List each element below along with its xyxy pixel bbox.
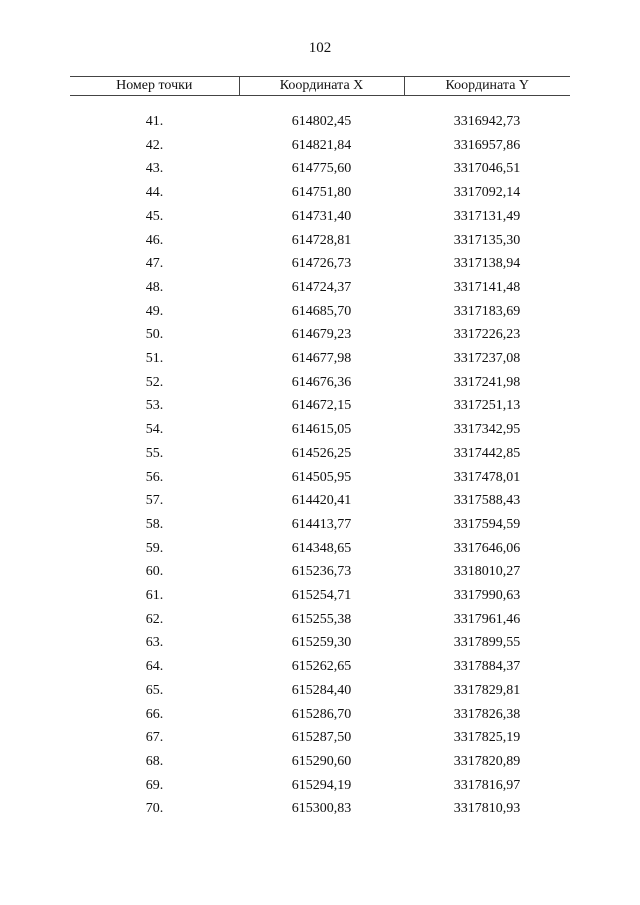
point-number-cell: 64. bbox=[145, 659, 164, 675]
point-number-cell: 68. bbox=[145, 753, 164, 769]
coordinate-y-cell: 3317884,37 bbox=[453, 659, 521, 675]
point-number-cell: 63. bbox=[145, 635, 164, 651]
coordinate-y-cell: 3317825,19 bbox=[453, 730, 521, 746]
table-row bbox=[70, 679, 570, 703]
table-row bbox=[70, 442, 570, 466]
coordinate-y-cell: 3317131,49 bbox=[453, 208, 521, 224]
coordinate-y-cell: 3317820,89 bbox=[453, 753, 521, 769]
coordinate-y-cell: 3317241,98 bbox=[453, 374, 521, 390]
coordinate-x-cell: 615294,19 bbox=[291, 777, 352, 793]
coordinate-y-cell: 3317588,43 bbox=[453, 493, 521, 509]
coordinate-x-cell: 614677,98 bbox=[291, 351, 352, 367]
table-row bbox=[70, 703, 570, 727]
coordinate-x-cell: 614724,37 bbox=[291, 279, 352, 295]
table-row bbox=[70, 276, 570, 300]
table-row bbox=[70, 513, 570, 537]
point-number-cell: 47. bbox=[145, 256, 164, 272]
coordinate-x-cell: 614802,45 bbox=[291, 114, 352, 129]
coordinate-y-cell: 3317594,59 bbox=[453, 516, 521, 532]
coordinate-y-cell: 3316957,86 bbox=[453, 137, 521, 153]
point-number-cell: 53. bbox=[145, 398, 164, 414]
coordinate-x-cell: 615254,71 bbox=[291, 588, 352, 604]
header-point-number: Номер точки bbox=[70, 77, 239, 96]
coordinate-x-cell: 614751,80 bbox=[291, 185, 352, 201]
point-number-cell: 66. bbox=[145, 706, 164, 722]
table-row bbox=[70, 655, 570, 679]
table-row bbox=[70, 134, 570, 158]
coordinate-x-cell: 615284,40 bbox=[291, 682, 352, 698]
table-row bbox=[70, 323, 570, 347]
coordinate-x-cell: 614348,65 bbox=[291, 540, 352, 556]
point-number-cell: 60. bbox=[145, 564, 164, 580]
table-row bbox=[70, 181, 570, 205]
point-number-cell: 56. bbox=[145, 469, 164, 485]
point-number-cell: 69. bbox=[145, 777, 164, 793]
coordinate-x-cell: 614676,36 bbox=[291, 374, 352, 390]
table-body bbox=[70, 96, 570, 822]
table-row bbox=[70, 347, 570, 371]
table-row bbox=[70, 537, 570, 561]
coordinate-y-cell: 3317646,06 bbox=[453, 540, 521, 556]
coordinate-x-cell: 614420,41 bbox=[291, 493, 352, 509]
header-coordinate-x: Координата X bbox=[239, 77, 404, 96]
coordinate-x-cell: 614505,95 bbox=[291, 469, 352, 485]
table-row bbox=[70, 726, 570, 750]
point-number-cell: 49. bbox=[145, 303, 164, 319]
coordinate-x-cell: 615259,30 bbox=[291, 635, 352, 651]
coordinate-x-cell: 614821,84 bbox=[291, 137, 352, 153]
coordinate-y-cell: 3317899,55 bbox=[453, 635, 521, 651]
point-number-cell: 70. bbox=[145, 801, 164, 817]
coordinate-x-cell: 614685,70 bbox=[291, 303, 352, 319]
coordinate-y-cell: 3317251,13 bbox=[453, 398, 521, 414]
coordinate-x-cell: 614526,25 bbox=[291, 445, 352, 461]
table-row bbox=[70, 371, 570, 395]
table-row bbox=[70, 797, 570, 821]
coordinate-x-cell: 614672,15 bbox=[291, 398, 352, 414]
point-number-cell: 43. bbox=[145, 161, 164, 177]
point-number-cell: 48. bbox=[145, 279, 164, 295]
point-number-cell: 62. bbox=[145, 611, 164, 627]
table-row bbox=[70, 466, 570, 490]
table-row bbox=[70, 205, 570, 229]
point-number-cell: 46. bbox=[145, 232, 164, 248]
table-row bbox=[70, 300, 570, 324]
coordinate-y-cell: 3316942,73 bbox=[453, 114, 521, 129]
coordinates-table bbox=[70, 76, 570, 821]
point-number-cell: 45. bbox=[145, 208, 164, 224]
coordinate-y-cell: 3317342,95 bbox=[453, 422, 521, 438]
coordinate-x-cell: 615300,83 bbox=[291, 801, 352, 817]
coordinate-x-cell: 614413,77 bbox=[291, 516, 352, 532]
table-row bbox=[70, 631, 570, 655]
point-number-cell: 57. bbox=[145, 493, 164, 509]
point-number-cell: 50. bbox=[145, 327, 164, 343]
point-number-cell: 65. bbox=[145, 682, 164, 698]
table-header bbox=[70, 77, 570, 96]
table-row bbox=[70, 229, 570, 253]
table-row bbox=[70, 110, 570, 134]
coordinate-x-cell: 614728,81 bbox=[291, 232, 352, 248]
point-number-cell: 55. bbox=[145, 445, 164, 461]
coordinate-x-cell: 615255,38 bbox=[291, 611, 352, 627]
coordinate-x-cell: 615236,73 bbox=[291, 564, 352, 580]
coordinate-x-cell: 614731,40 bbox=[291, 208, 352, 224]
table-row bbox=[70, 608, 570, 632]
page-number: 102 bbox=[308, 40, 332, 56]
table-row bbox=[70, 560, 570, 584]
header-spacer bbox=[70, 96, 570, 111]
table-row bbox=[70, 774, 570, 798]
point-number-cell: 54. bbox=[145, 422, 164, 438]
coordinate-y-cell: 3318010,27 bbox=[453, 564, 521, 580]
coordinate-y-cell: 3317990,63 bbox=[453, 588, 521, 604]
coordinate-y-cell: 3317816,97 bbox=[453, 777, 521, 793]
table-row bbox=[70, 418, 570, 442]
table-row bbox=[70, 584, 570, 608]
coordinate-y-cell: 3317183,69 bbox=[453, 303, 521, 319]
coordinate-y-cell: 3317046,51 bbox=[453, 161, 521, 177]
table-row bbox=[70, 750, 570, 774]
coordinate-y-cell: 3317478,01 bbox=[453, 469, 521, 485]
point-number-cell: 59. bbox=[145, 540, 164, 556]
table-row bbox=[70, 157, 570, 181]
coordinate-x-cell: 614726,73 bbox=[291, 256, 352, 272]
coordinate-x-cell: 615286,70 bbox=[291, 706, 352, 722]
coordinate-y-cell: 3317442,85 bbox=[453, 445, 521, 461]
point-number-cell: 44. bbox=[145, 185, 164, 201]
table-row bbox=[70, 489, 570, 513]
point-number-cell: 51. bbox=[145, 351, 164, 367]
point-number-cell: 61. bbox=[145, 588, 164, 604]
point-number-cell: 41. bbox=[145, 114, 164, 129]
table-row bbox=[70, 252, 570, 276]
point-number-cell: 42. bbox=[145, 137, 164, 153]
header-coordinate-y: Координата Y bbox=[404, 77, 570, 96]
coordinate-y-cell: 3317135,30 bbox=[453, 232, 521, 248]
coordinate-x-cell: 614775,60 bbox=[291, 161, 352, 177]
coordinate-x-cell: 615287,50 bbox=[291, 730, 352, 746]
coordinate-x-cell: 614679,23 bbox=[291, 327, 352, 343]
point-number-cell: 67. bbox=[145, 730, 164, 746]
coordinate-y-cell: 3317138,94 bbox=[453, 256, 521, 272]
coordinate-y-cell: 3317141,48 bbox=[453, 279, 521, 295]
coordinate-y-cell: 3317092,14 bbox=[453, 185, 521, 201]
table-row bbox=[70, 394, 570, 418]
coordinate-y-cell: 3317829,81 bbox=[453, 682, 521, 698]
header-row bbox=[70, 77, 570, 96]
coordinate-y-cell: 3317810,93 bbox=[453, 801, 521, 817]
point-number-cell: 52. bbox=[145, 374, 164, 390]
coordinate-y-cell: 3317826,38 bbox=[453, 706, 521, 722]
point-number-cell: 58. bbox=[145, 516, 164, 532]
coordinate-x-cell: 615290,60 bbox=[291, 753, 352, 769]
coordinate-x-cell: 615262,65 bbox=[291, 659, 352, 675]
coordinate-y-cell: 3317237,08 bbox=[453, 351, 521, 367]
coordinate-y-cell: 3317961,46 bbox=[453, 611, 521, 627]
coordinate-x-cell: 614615,05 bbox=[291, 422, 352, 438]
coordinate-y-cell: 3317226,23 bbox=[453, 327, 521, 343]
